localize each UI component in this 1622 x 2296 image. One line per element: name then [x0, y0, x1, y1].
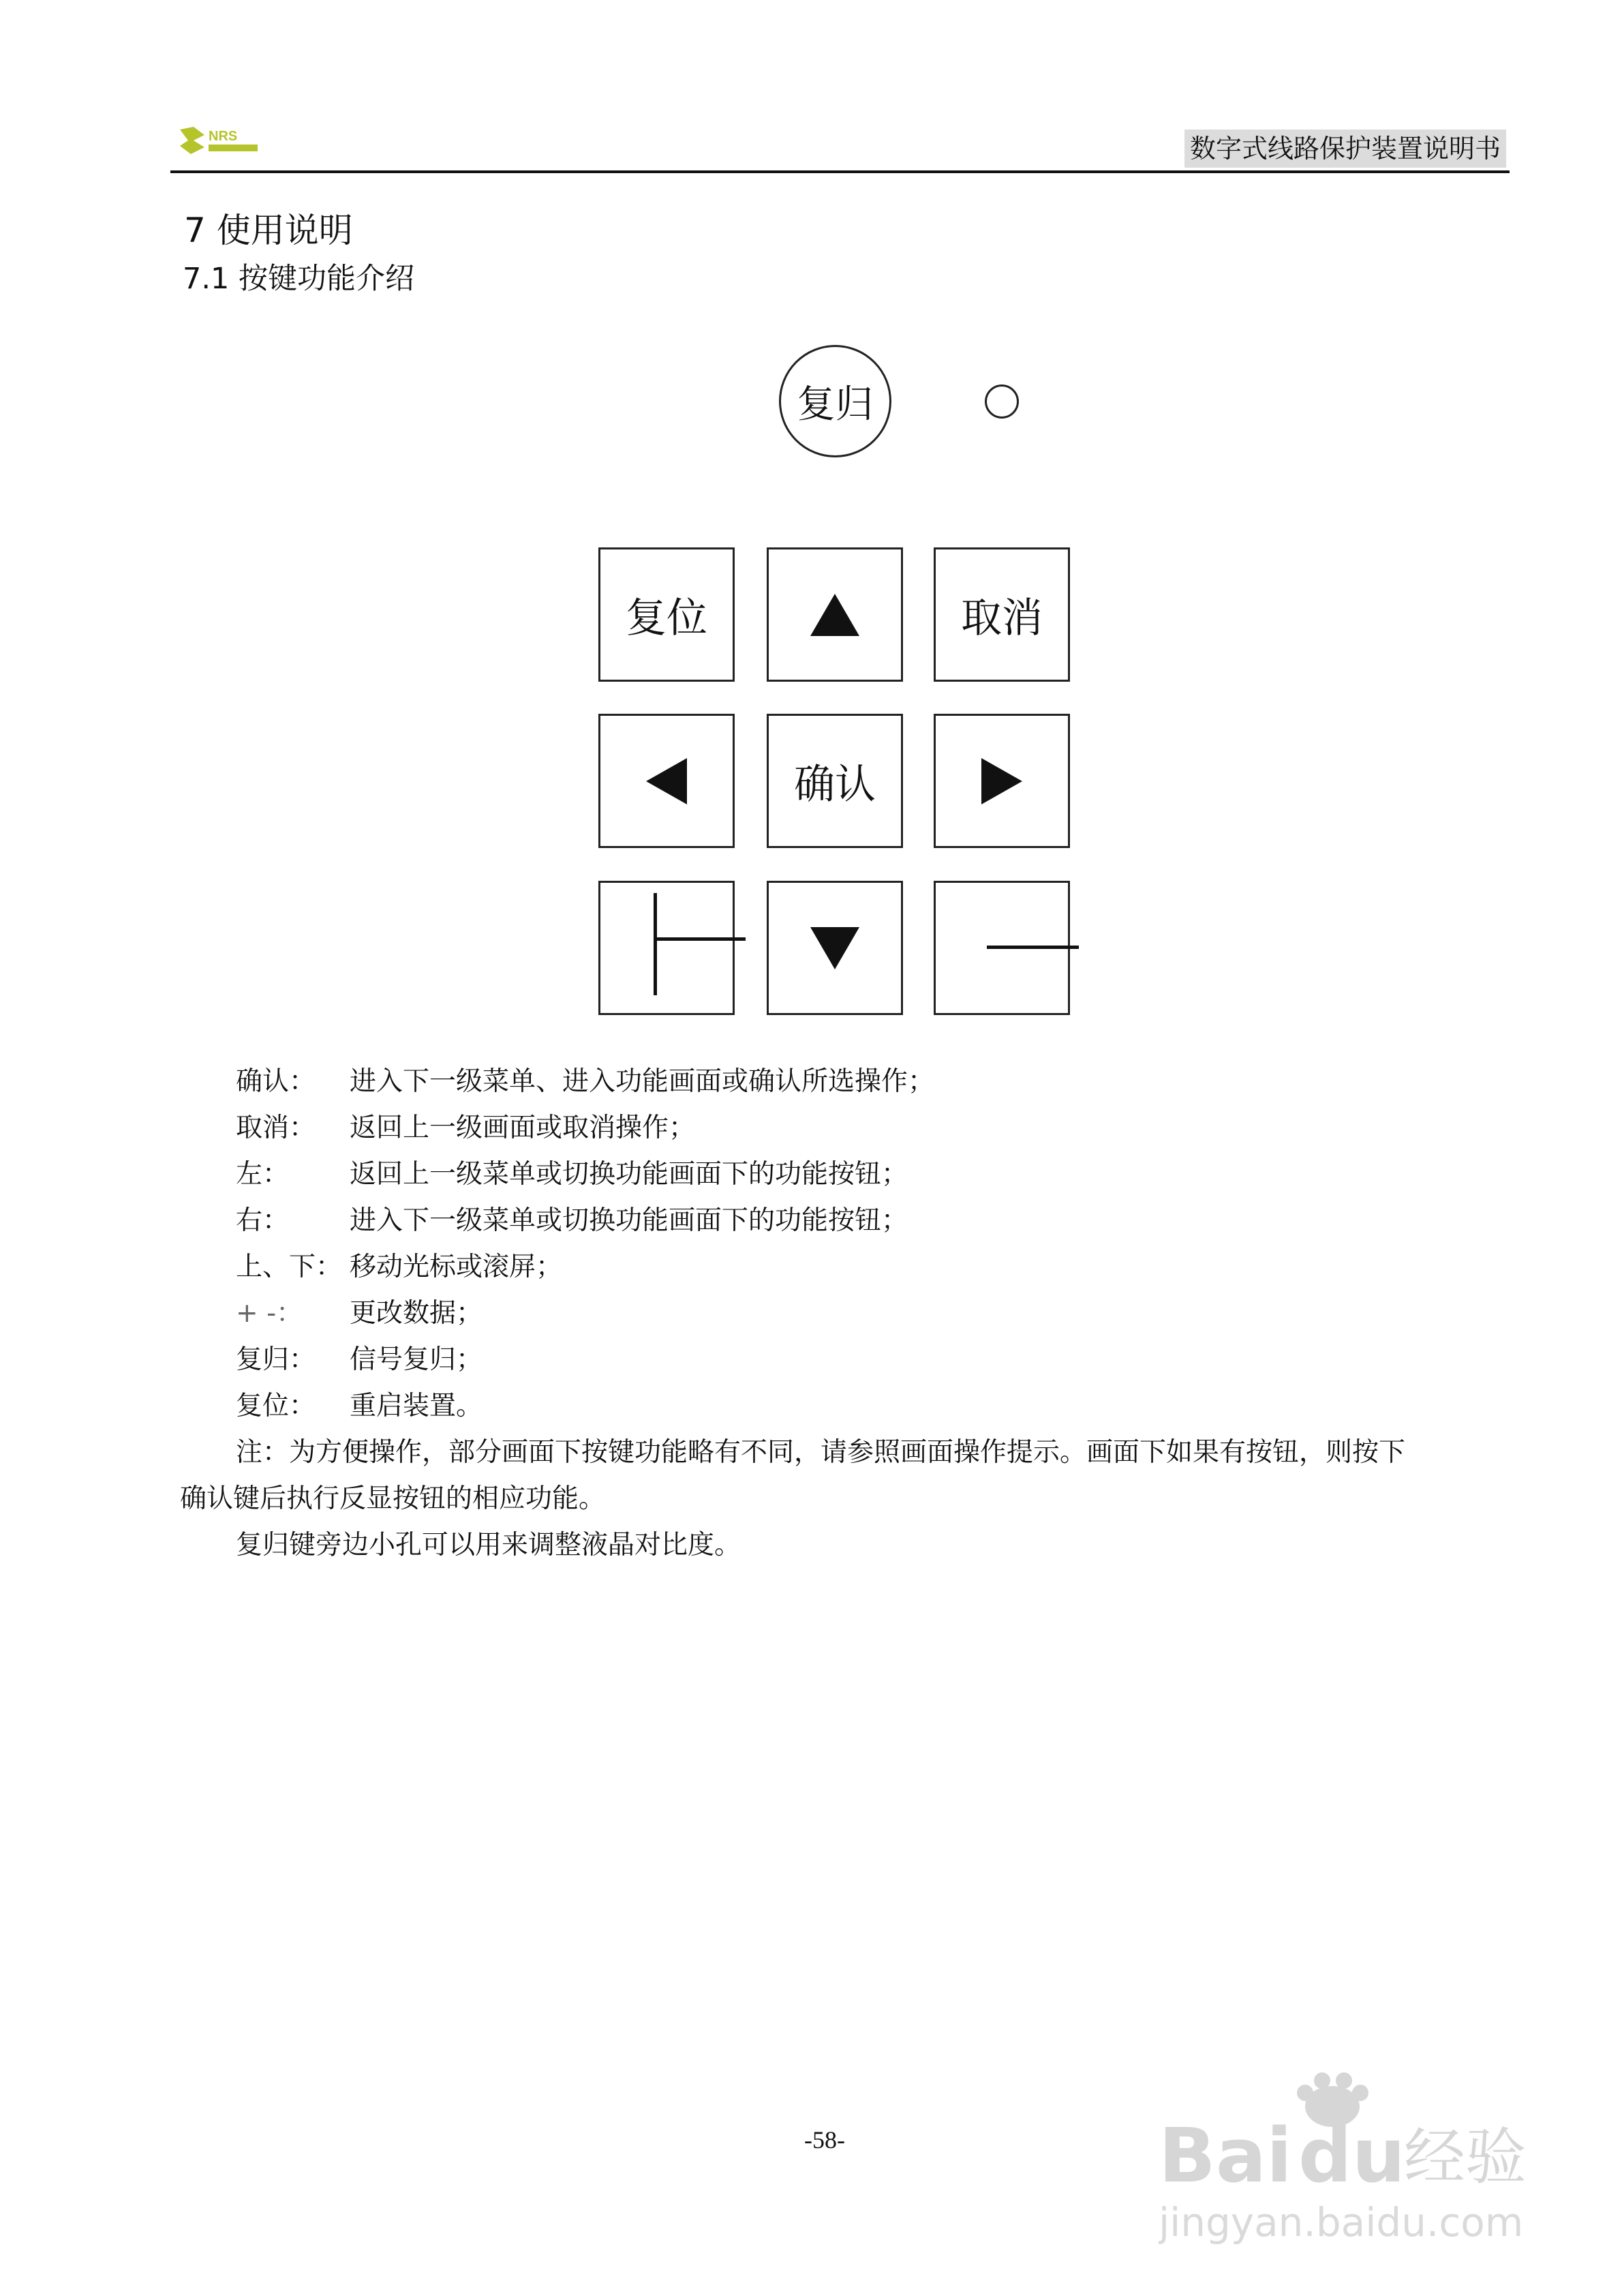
plus-key — [598, 881, 735, 1015]
signal-reset-key — [779, 345, 891, 457]
desc-text: 重启装置。 — [350, 1391, 483, 1421]
down-key — [767, 881, 903, 1015]
desc-label: 确认： — [236, 1066, 316, 1097]
desc-text: 进入下一级菜单或切换功能画面下的功能按钮； — [350, 1205, 908, 1236]
minus-icon — [987, 946, 1079, 949]
svg-text:du: du — [1298, 2112, 1406, 2199]
header-divider — [170, 170, 1510, 173]
minus-key — [934, 881, 1070, 1015]
section-heading: 7.1 按键功能介绍 — [183, 262, 415, 296]
desc-label: 复位： — [236, 1391, 316, 1421]
svg-text:经验: 经验 — [1404, 2121, 1527, 2193]
desc-label: 左： — [236, 1159, 290, 1190]
desc-label: 上、下： — [236, 1252, 343, 1282]
down-arrow-icon — [810, 927, 859, 969]
desc-text: 移动光标或滚屏； — [350, 1252, 563, 1282]
desc-label: 右： — [236, 1205, 290, 1236]
desc-text: 返回上一级画面或取消操作； — [350, 1113, 696, 1143]
up-key — [767, 547, 903, 682]
svg-text:Bai: Bai — [1159, 2112, 1292, 2199]
chapter-heading: 7 使用说明 — [184, 211, 353, 250]
reset-key — [598, 547, 735, 682]
plus-icon — [654, 893, 657, 995]
left-arrow-icon — [646, 758, 687, 804]
company-logo — [179, 125, 262, 155]
note-line-1: 注：为方便操作，部分画面下按键功能略有不同，请参照画面操作提示。画面下如果有按钮，则按下 — [236, 1437, 1406, 1468]
desc-text: 信号复归； — [350, 1344, 483, 1375]
reset-key-label: 复位 — [626, 594, 707, 642]
contrast-tip: 复归键旁边小孔可以用来调整液晶对比度。 — [236, 1530, 741, 1560]
left-key — [598, 714, 735, 848]
desc-text: 更改数据； — [350, 1298, 483, 1329]
desc-label: + -： — [236, 1298, 303, 1329]
cancel-key — [934, 547, 1070, 682]
confirm-key — [767, 714, 903, 848]
document-title: 数字式线路保护装置说明书 — [1184, 130, 1506, 168]
up-arrow-icon — [810, 594, 859, 636]
note-line-2: 确认键后执行反显按钮的相应功能。 — [180, 1483, 606, 1514]
desc-text: 进入下一级菜单、进入功能画面或确认所选操作； — [350, 1066, 935, 1097]
baidu-watermark — [1159, 2066, 1540, 2250]
desc-label: 取消： — [236, 1113, 316, 1143]
contrast-adjust-hole — [985, 384, 1019, 419]
page-number: -58- — [804, 2126, 845, 2154]
signal-reset-key-label: 复归 — [797, 382, 874, 427]
right-arrow-icon — [981, 758, 1022, 804]
svg-text:jingyan.baidu.com: jingyan.baidu.com — [1159, 2199, 1524, 2246]
plus-icon-bar — [654, 937, 746, 941]
desc-label: 复归： — [236, 1344, 316, 1375]
cancel-key-label: 取消 — [961, 594, 1043, 642]
confirm-key-label: 确认 — [794, 760, 876, 809]
svg-text:NRS: NRS — [209, 129, 238, 144]
right-key — [934, 714, 1070, 848]
desc-text: 返回上一级菜单或切换功能画面下的功能按钮； — [350, 1159, 908, 1190]
